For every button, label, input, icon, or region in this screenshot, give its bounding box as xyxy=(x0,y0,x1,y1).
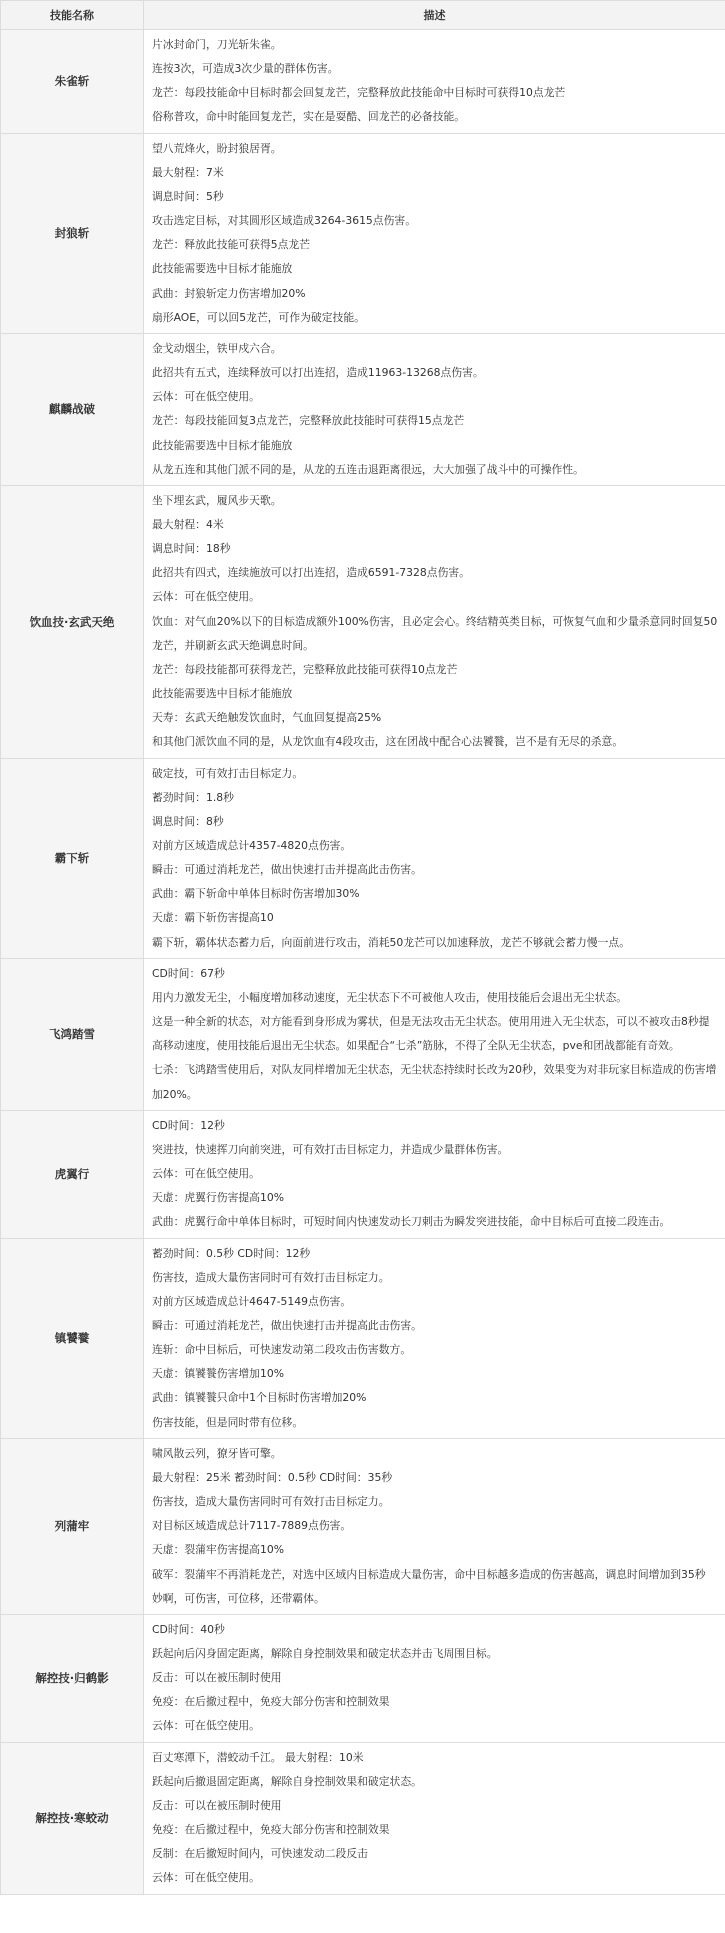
description-line: 破定技，可有效打击目标定力。 xyxy=(152,766,304,780)
description-line: 最大射程：4米 xyxy=(152,517,224,531)
skill-description xyxy=(144,958,725,1110)
description-line: 云体：可在低空使用。 xyxy=(152,1167,260,1181)
description-line: CD时间：40秒 xyxy=(152,1622,225,1636)
description-line: 最大射程：7米 xyxy=(152,165,224,179)
description-line: 调息时间：5秒 xyxy=(152,189,224,203)
description-line: 最大射程：25米 蓄劲时间：0.5秒 CD时间：35秒 xyxy=(152,1470,393,1484)
header-row xyxy=(1,1,725,30)
skill-row xyxy=(1,1110,725,1238)
skill-name: 麒麟战破 xyxy=(1,333,144,485)
description-line: 蓄劲时间：1.8秒 xyxy=(152,790,234,804)
skill-name: 解控技·寒蛟动 xyxy=(1,1742,144,1894)
description-line: 饮血：对气血20%以下的目标造成额外100%伤害，且必定会心。终结精英类目标，可恢复气血和少量杀意同时回复50龙芒，并刷新玄武天绝调息时间。 xyxy=(152,614,718,652)
skill-description xyxy=(144,133,725,333)
skill-name: 镇饕餮 xyxy=(1,1238,144,1438)
description-line: 龙芒：每段技能都可获得龙芒，完整释放此技能可获得10点龙芒 xyxy=(152,662,458,676)
skill-row xyxy=(1,758,725,958)
skill-description xyxy=(144,30,725,134)
description-line: CD时间：67秒 xyxy=(152,966,225,980)
skill-name: 霸下斩 xyxy=(1,758,144,958)
description-line: 反击：可以在被压制时使用 xyxy=(152,1671,282,1685)
skill-description xyxy=(144,758,725,958)
skill-row xyxy=(1,30,725,134)
skill-row xyxy=(1,133,725,333)
description-line: 扇形AOE，可以回5龙芒，可作为破定技能。 xyxy=(152,310,365,324)
description-line: 此技能需要选中目标才能施放 xyxy=(152,262,293,276)
description-line: 天虚：镇饕餮伤害增加10% xyxy=(152,1367,284,1381)
skill-row xyxy=(1,1238,725,1438)
description-line: 云体：可在低空使用。 xyxy=(152,1719,260,1733)
description-line: 天寿：玄武天绝触发饮血时，气血回复提高25% xyxy=(152,711,382,725)
description-line: 突进技，快速挥刀向前突进，可有效打击目标定力，并造成少量群体伤害。 xyxy=(152,1142,509,1156)
description-line: 龙芒：释放此技能可获得5点龙芒 xyxy=(152,238,311,252)
description-line: 用内力激发无尘，小幅度增加移动速度，无尘状态下不可被他人攻击，使用技能后会退出无尘状态。 xyxy=(152,990,628,1004)
description-line: 对目标区域造成总计7117-7889点伤害。 xyxy=(152,1519,352,1533)
description-line: 连斩：命中目标后，可快速发动第二段攻击伤害数方。 xyxy=(152,1343,412,1357)
description-line: 此技能需要选中目标才能施放 xyxy=(152,687,293,701)
skill-row xyxy=(1,1438,725,1614)
description-line: 霸下斩，霸体状态蓄力后，向面前进行攻击，消耗50龙芒可以加速释放，龙芒不够就会蓄力慢一点。 xyxy=(152,935,631,949)
description-line: 云体：可在低空使用。 xyxy=(152,590,260,604)
description-line: 武曲：封狼斩定力伤害增加20% xyxy=(152,286,306,300)
description-line: 伤害技，造成大量伤害同时可有效打击目标定力。 xyxy=(152,1495,390,1509)
skill-name: 饮血技·玄武天绝 xyxy=(1,485,144,758)
description-line: 瞬击：可通过消耗龙芒，做出快速打击并提高此击伤害。 xyxy=(152,1318,422,1332)
skill-row xyxy=(1,1614,725,1742)
description-line: 调息时间：8秒 xyxy=(152,814,224,828)
description-line: 此技能需要选中目标才能施放 xyxy=(152,438,293,452)
description-line: 七杀：飞鸿踏雪使用后，对队友同样增加无尘状态，无尘状态持续时长改为20秒，效果变为对非玩家目标造成的伤害增加20%。 xyxy=(152,1063,717,1101)
skill-description xyxy=(144,1742,725,1894)
description-line: 免疫：在后撤过程中，免疫大部分伤害和控制效果 xyxy=(152,1823,390,1837)
description-line: 龙芒：每段技能命中目标时都会回复龙芒，完整释放此技能命中目标时可获得10点龙芒 xyxy=(152,86,566,100)
description-line: 攻击选定目标，对其圆形区域造成3264-3615点伤害。 xyxy=(152,214,416,228)
description-line: 龙芒：每段技能回复3点龙芒，完整释放此技能时可获得15点龙芒 xyxy=(152,414,465,428)
description-line: 坐下埋玄武，履风步天歌。 xyxy=(152,493,282,507)
header-description: 描述 xyxy=(144,1,725,30)
description-line: 云体：可在低空使用。 xyxy=(152,1871,260,1885)
description-line: 蓄劲时间：0.5秒 CD时间：12秒 xyxy=(152,1246,311,1260)
description-line: 天虚：虎翼行伤害提高10% xyxy=(152,1191,284,1205)
skill-name: 解控技·归鹤影 xyxy=(1,1614,144,1742)
skill-description xyxy=(144,333,725,485)
description-line: 武曲：镇饕餮只命中1个目标时伤害增加20% xyxy=(152,1391,367,1405)
description-line: 反制：在后撤短时间内，可快速发动二段反击 xyxy=(152,1847,368,1861)
description-line: 跃起向后闪身固定距离，解除自身控制效果和破定状态并击飞周围目标。 xyxy=(152,1647,498,1660)
description-line: 从龙五连和其他门派不同的是，从龙的五连击退距离很远，大大加强了战斗中的可操作性。 xyxy=(152,462,584,476)
skills-table-body xyxy=(1,30,725,1895)
header-skill-name: 技能名称 xyxy=(1,1,144,30)
description-line: 百丈寒潭下，潜蛟动千江。 最大射程：10米 xyxy=(152,1750,364,1764)
description-line: 望八荒烽火，盼封狼居胥。 xyxy=(152,141,282,155)
description-line: 云体：可在低空使用。 xyxy=(152,390,260,404)
skill-description xyxy=(144,1238,725,1438)
skill-name: 虎翼行 xyxy=(1,1110,144,1238)
description-line: 伤害技，造成大量伤害同时可有效打击目标定力。 xyxy=(152,1270,390,1284)
skill-row xyxy=(1,333,725,485)
description-line: CD时间：12秒 xyxy=(152,1118,225,1132)
description-line: 俗称普攻，命中时能回复龙芒，实在是耍酷、回龙芒的必备技能。 xyxy=(152,110,466,124)
skill-row xyxy=(1,958,725,1110)
description-line: 对前方区域造成总计4647-5149点伤害。 xyxy=(152,1294,352,1308)
description-line: 武曲：霸下斩命中单体目标时伤害增加30% xyxy=(152,887,360,901)
skill-row xyxy=(1,1742,725,1894)
description-line: 此招共有五式，连续释放可以打出连招，造成11963-13268点伤害。 xyxy=(152,366,484,380)
skill-name: 封狼斩 xyxy=(1,133,144,333)
description-line: 反击：可以在被压制时使用 xyxy=(152,1798,282,1812)
skill-row xyxy=(1,485,725,758)
description-line: 对前方区域造成总计4357-4820点伤害。 xyxy=(152,839,352,852)
description-line: 天虚：裂蒲牢伤害提高10% xyxy=(152,1543,284,1557)
description-line: 武曲：虎翼行命中单体目标时，可短时间内快速发动长刀刺击为瞬发突进技能，命中目标后可直接二段连击。 xyxy=(152,1215,671,1229)
description-line: 伤害技能，但是同时带有位移。 xyxy=(152,1415,304,1429)
description-line: 和其他门派饮血不同的是，从龙饮血有4段攻击，这在团战中配合心法饕餮，岂不是有无尽的杀意。 xyxy=(152,735,624,749)
skill-name: 朱雀斩 xyxy=(1,30,144,134)
description-line: 破军：裂蒲牢不再消耗龙芒，对选中区域内目标造成大量伤害，命中目标越多造成的伤害越高，调息时间增加到35秒 xyxy=(152,1567,706,1581)
description-line: 金戈动烟尘，铁甲戍六合。 xyxy=(152,341,282,355)
skill-description xyxy=(144,1110,725,1238)
description-line: 片冰封命门，刀光斩朱雀。 xyxy=(152,38,282,51)
description-line: 啸风散云列，獠牙皆可擎。 xyxy=(152,1446,282,1460)
description-line: 妙啊，可伤害，可位移，还带霸体。 xyxy=(152,1591,325,1605)
skill-name: 列蒲牢 xyxy=(1,1438,144,1614)
description-line: 瞬击：可通过消耗龙芒，做出快速打击并提高此击伤害。 xyxy=(152,863,422,877)
description-line: 连按3次，可造成3次少量的群体伤害。 xyxy=(152,62,339,76)
description-line: 此招共有四式，连续施放可以打出连招，造成6591-7328点伤害。 xyxy=(152,566,470,580)
description-line: 跃起向后撤退固定距离，解除自身控制效果和破定状态。 xyxy=(152,1774,422,1788)
description-line: 调息时间：18秒 xyxy=(152,542,231,556)
skill-description xyxy=(144,1614,725,1742)
description-line: 这是一种全新的状态，对方能看到身形成为雾状，但是无法攻击无尘状态。使用用进入无尘状态，可以不被攻击8秒提高移动速度，使用技能后退出无尘状态。如果配合“七杀”筋脉，不得了全队无尘状态，pve和团战都能有奇效。 xyxy=(152,1015,710,1053)
description-line: 免疫：在后撤过程中，免疫大部分伤害和控制效果 xyxy=(152,1695,390,1709)
skill-description xyxy=(144,485,725,758)
skill-description xyxy=(144,1438,725,1614)
skill-name: 飞鸿踏雪 xyxy=(1,958,144,1110)
description-line: 天虚：霸下斩伤害提高10 xyxy=(152,911,274,925)
